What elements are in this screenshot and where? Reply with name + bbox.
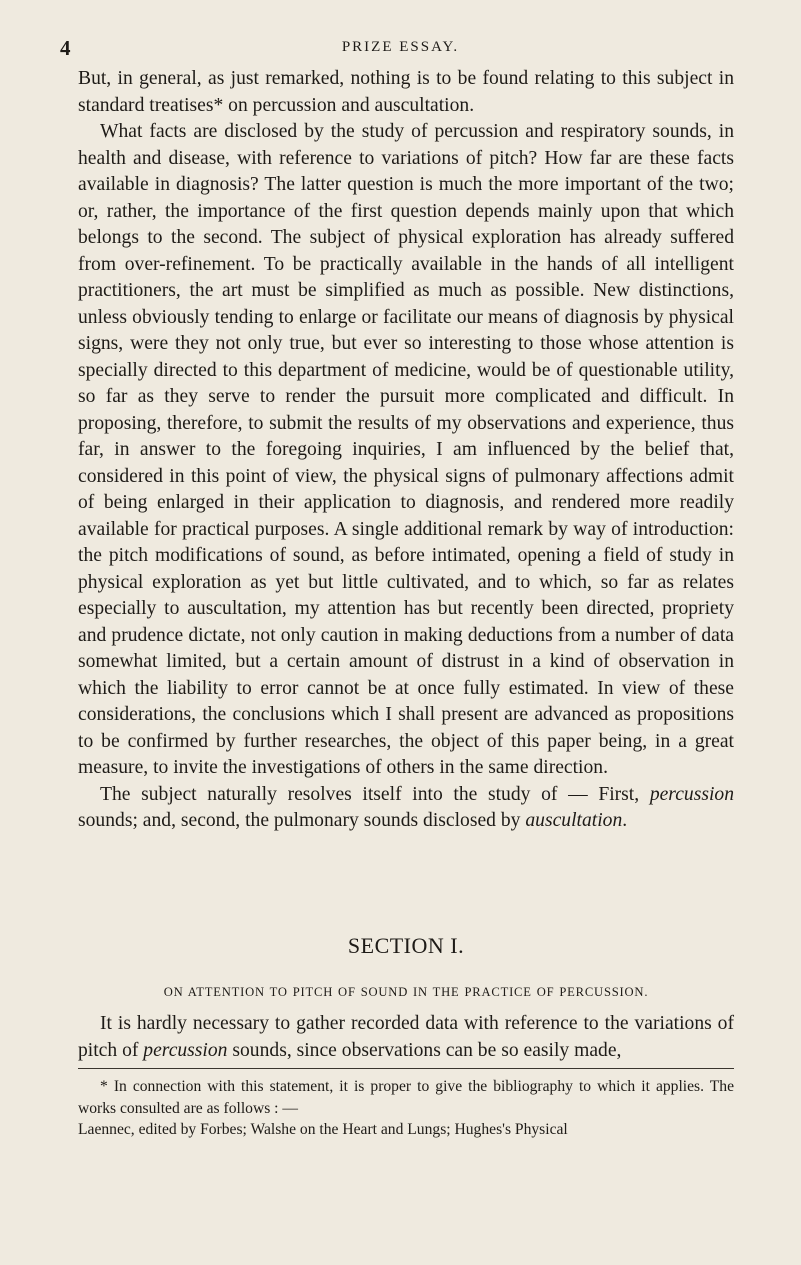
paragraph-division — [78, 782, 734, 835]
division-text-middle: sounds; and, second, the pulmonary sounds disclosed by — [78, 810, 526, 831]
footnote-line-1: * In connection with this statement, it is proper to give the bibliography to which it applies. The works consulted are as follows : — — [78, 1078, 734, 1117]
division-text-start: The subject naturally resolves itself into the study of — First, — [100, 783, 650, 805]
section-text-start: It is hardly necessary to gather recorded data with reference to the variations of pitch of — [78, 1013, 734, 1061]
section-paragraph — [78, 1011, 734, 1064]
paragraph-intro: But, in general, as just remarked, nothing is to be found relating to this subject in standard treatises* on percussion and auscultation. — [78, 68, 734, 116]
running-title: PRIZE ESSAY. — [341, 39, 460, 55]
section-heading: SECTION I. — [347, 933, 465, 958]
section-subheading: ON ATTENTION TO PITCH OF SOUND IN THE PRACTICE OF PERCUSSION. — [163, 985, 649, 999]
running-head — [60, 36, 741, 58]
section-text-end: sounds, since observations can be so easily made, — [227, 1039, 622, 1061]
auscultation-term: auscultation — [525, 810, 623, 831]
footnotes — [78, 1076, 734, 1141]
paragraph-main: What facts are disclosed by the study of percussion and respiratory sounds, in health and disease, with reference to variations of pitch? How far are these facts available in diagnosis? The latter question is much the more important of the two; or, rather, the importance of the first question depends mainly upon that which belongs to the second. The subject of physical exploration has already suffered from over-refinement. To be practically available in the hands of all intelligent practitioners, the art must be simplified as much as possible. New distinctions, unless obviously tending to enlarge or facilitate our means of diagnosis by physical signs, were they not only true, but ever so interesting to those whose attention is specially directed to this department of medicine, would be of questionable utility, so far as they serve to render the pursuit more complicated and difficult. In proposing, therefore, to submit the results of my observations and experience, thus far, in answer to the foregoing inquiries, I am influenced by the belief that, considered in this point of view, the physical signs of pulmonary affections admit of being enlarged in their application to diagnosis, and rendered more readily available for practical purposes. A single additional remark by way of introduction: the pitch modifications of sound, as before intimated, opening a field of study in physical exploration as yet but little cultivated, and to which, so far as relates especially to auscultation, my attention has but recently been directed, propriety and prudence dictate, not only caution in making deductions from a number of data somewhat limited, but a certain amount of distrust in a kind of observation in which the liability to error cannot be at once fully estimated. In view of these considerations, the conclusions which I shall present are advanced as propositions to be confirmed by further researches, the object of this paper being, in a great measure, to invite the investigations of others in the same direction. — [78, 121, 734, 778]
page-number: 4 — [60, 36, 71, 60]
footnote-line-2: Laennec, edited by Forbes; Walshe on the Heart and Lungs; Hughes's Physical — [78, 1121, 568, 1138]
section-percussion-term: percussion — [143, 1039, 228, 1061]
percussion-term: percussion — [649, 783, 734, 805]
footnote-divider — [78, 1068, 734, 1069]
body-text — [78, 66, 734, 835]
section-body — [78, 1011, 734, 1064]
division-text-end: . — [622, 810, 628, 831]
